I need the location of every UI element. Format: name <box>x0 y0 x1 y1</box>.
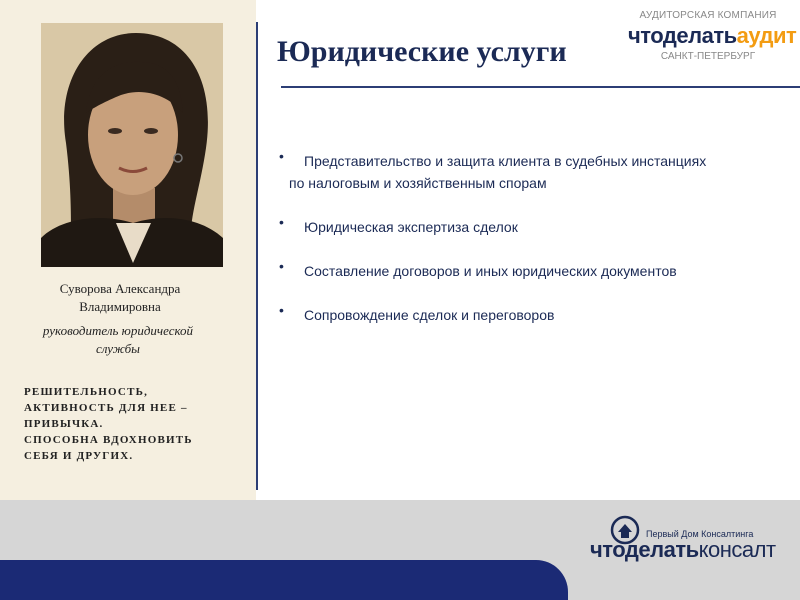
person-role-line2: службы <box>96 341 140 356</box>
service-line: Сопровождение сделок и переговоров <box>304 307 555 323</box>
page-title: Юридические услуги <box>277 35 567 68</box>
service-line: Составление договоров и иных юридических документов <box>304 263 677 279</box>
service-line: по налоговым и хозяйственным спорам <box>289 175 547 191</box>
audit-company-logo <box>628 10 797 62</box>
footer-bar <box>0 560 568 600</box>
list-item <box>279 260 794 282</box>
bullet-icon: • <box>279 214 284 230</box>
logo-brand <box>590 537 776 563</box>
logo-brand-part2: консалт <box>698 537 776 562</box>
list-item <box>279 150 794 194</box>
person-name <box>20 280 220 316</box>
vertical-divider <box>256 22 258 490</box>
logo-brand-part1: чтоделать <box>628 23 737 48</box>
portrait-image <box>41 23 223 267</box>
logo-city: САНКТ-ПЕТЕРБУРГ <box>660 51 756 62</box>
services-list <box>279 150 794 348</box>
logo-top-text: АУДИТОРСКАЯ КОМПАНИЯ <box>639 10 777 21</box>
motto-line: СПОСОБНА ВДОХНОВИТЬ <box>24 434 193 446</box>
motto-line: ПРИВЫЧКА. <box>24 418 104 430</box>
bullet-icon: • <box>279 302 284 318</box>
motto-text <box>24 384 234 464</box>
list-item <box>279 304 794 326</box>
person-role-line1: руководитель юридической <box>42 323 194 338</box>
motto-line: СЕБЯ И ДРУГИХ. <box>24 450 134 462</box>
service-line: Юридическая экспертиза сделок <box>304 219 518 235</box>
person-name-line2: Владимировна <box>79 299 161 314</box>
motto-line: РЕШИТЕЛЬНОСТЬ, <box>24 386 149 398</box>
logo-tagline: Первый Дом Консалтинга <box>646 529 754 539</box>
person-role <box>18 322 218 358</box>
service-line: Представительство и защита клиента в судебных инстанциях <box>304 153 707 169</box>
logo-brand-part1: чтоделать <box>590 537 699 562</box>
motto-line: АКТИВНОСТЬ ДЛЯ НЕЕ – <box>24 402 188 414</box>
logo-brand-part2: аудит <box>736 23 797 48</box>
title-underline <box>281 86 800 88</box>
portrait-photo <box>41 23 223 267</box>
person-name-line1: Суворова Александра <box>59 281 181 296</box>
bullet-icon: • <box>279 148 284 164</box>
profile-panel <box>0 0 256 500</box>
logo-brand <box>628 23 797 49</box>
list-item <box>279 216 794 238</box>
bullet-icon: • <box>279 258 284 274</box>
